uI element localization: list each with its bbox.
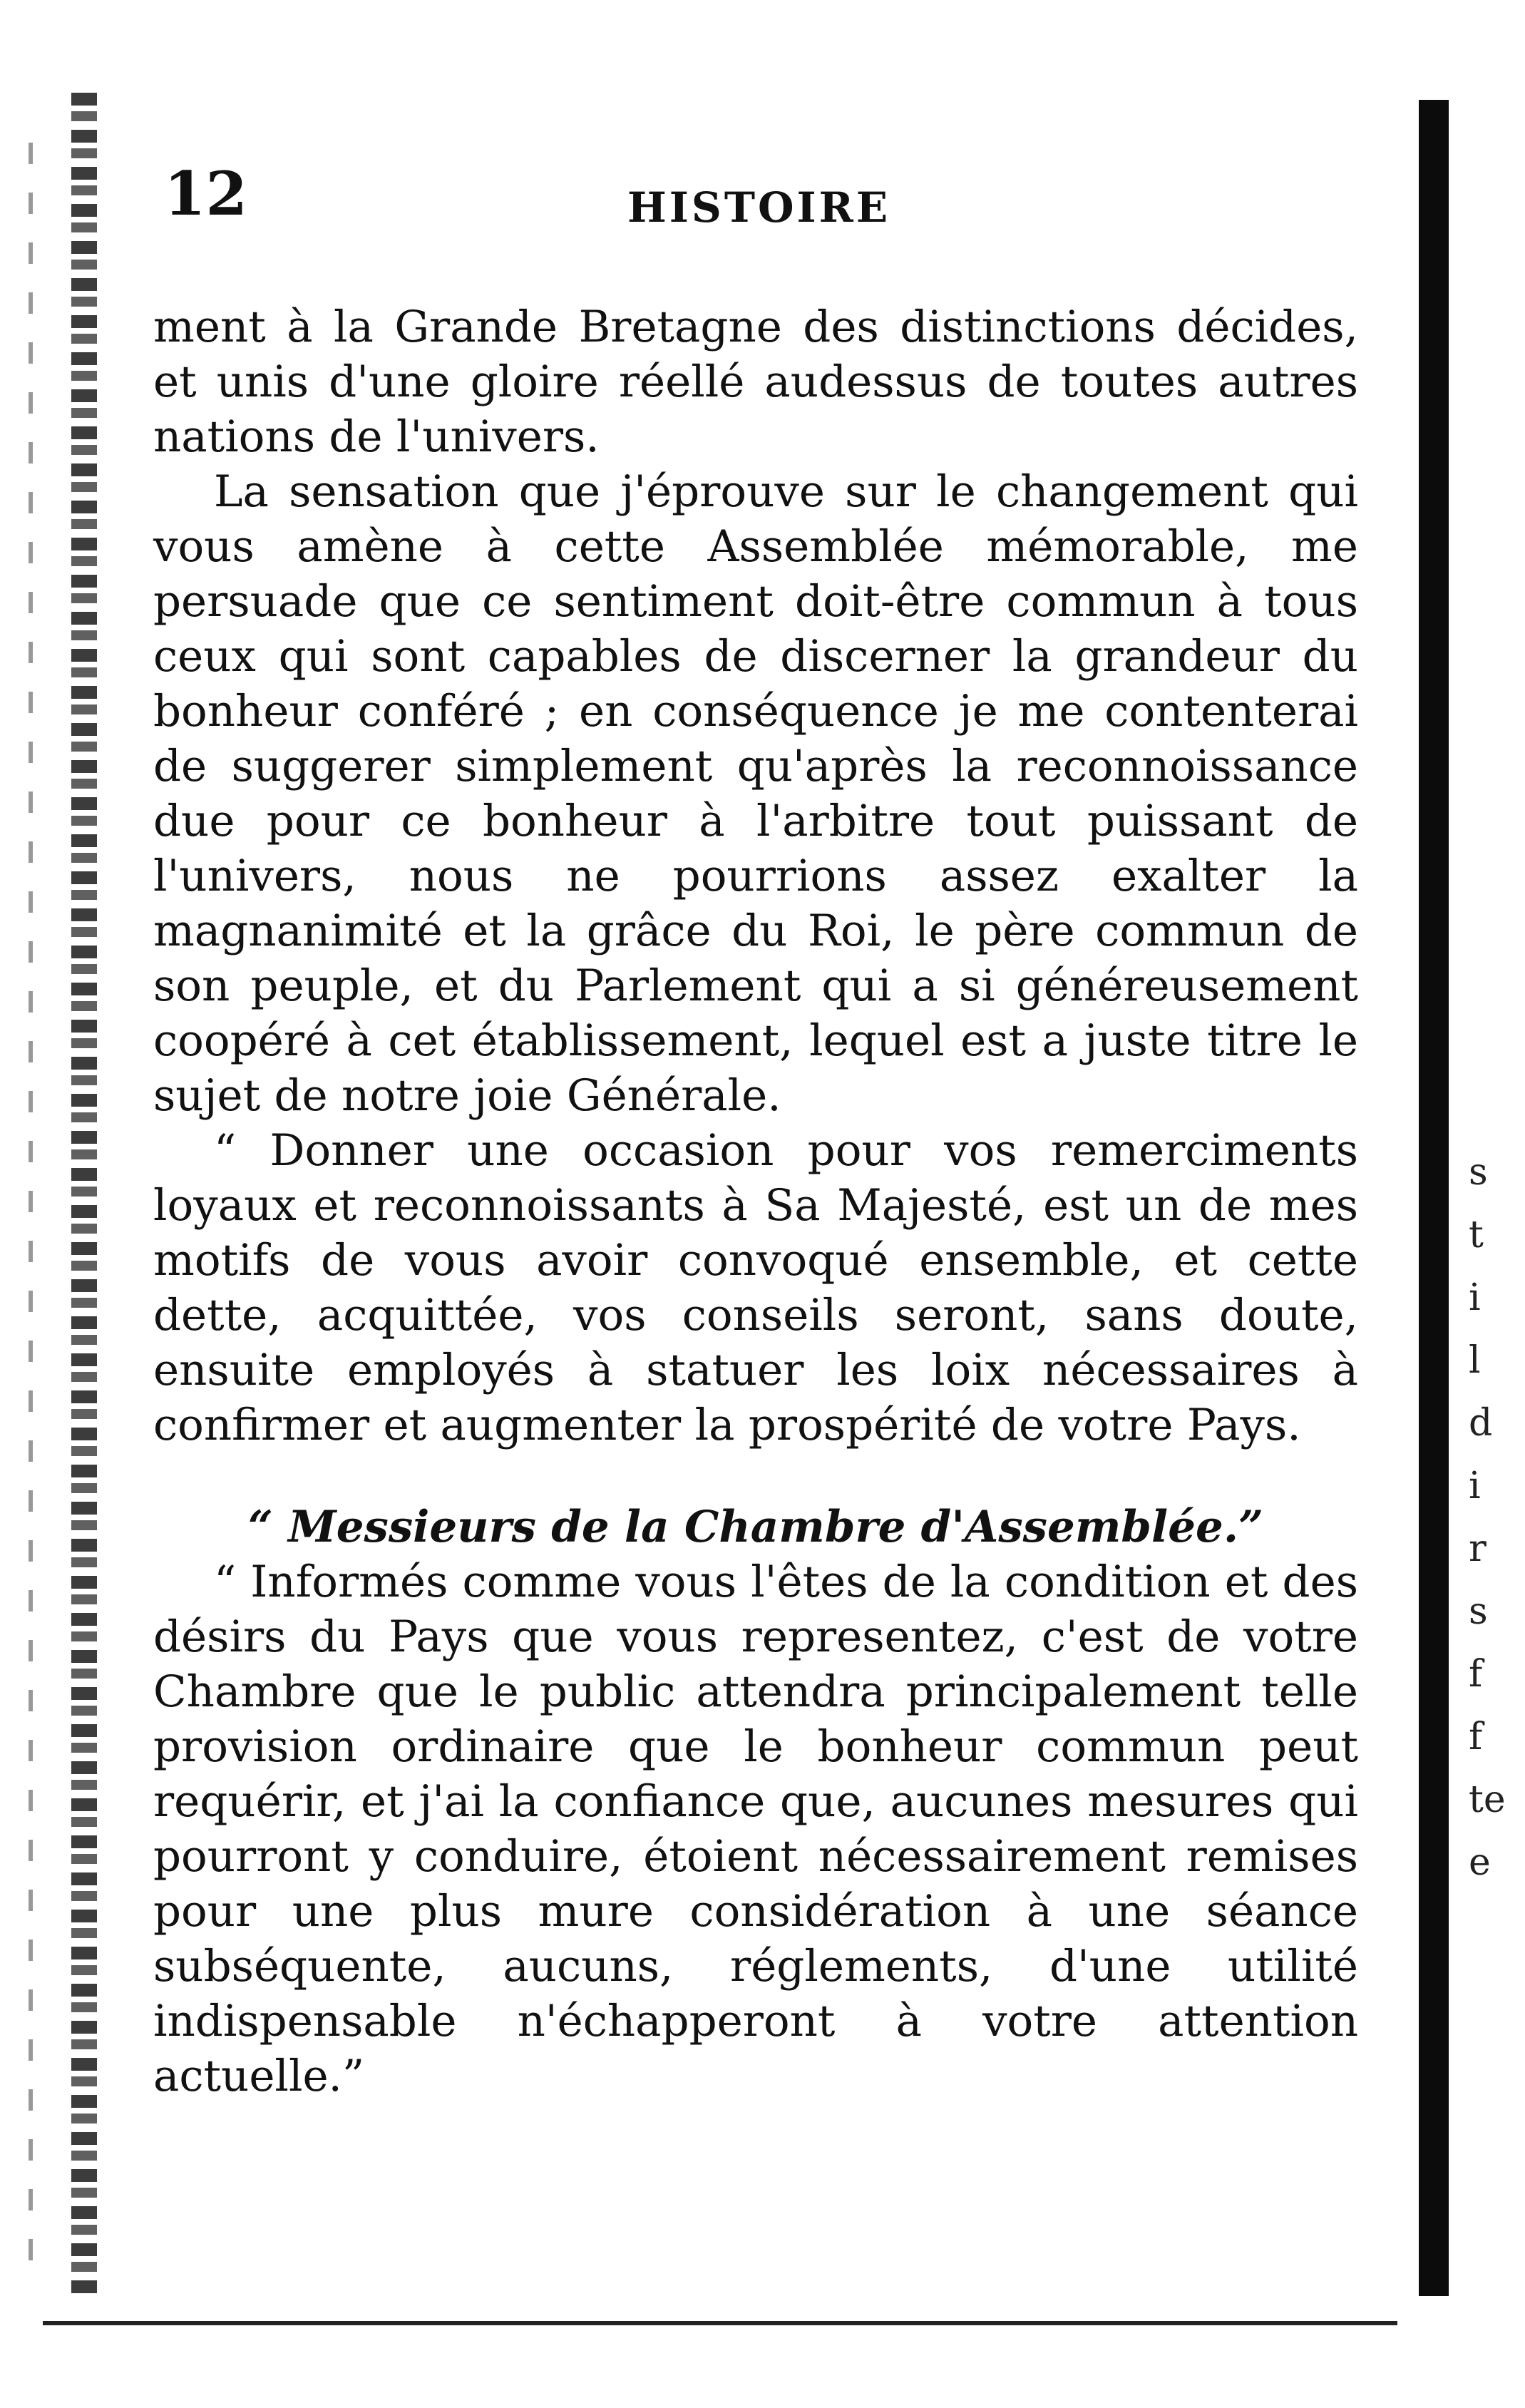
fragment: r: [1469, 1527, 1487, 1570]
fragment: i: [1469, 1465, 1481, 1507]
fragment: s: [1469, 1151, 1488, 1194]
fragment: i: [1469, 1276, 1481, 1319]
fragment: s: [1469, 1590, 1488, 1633]
page-number: 12: [164, 158, 247, 229]
fragment: l: [1469, 1339, 1481, 1382]
fragment: e: [1469, 1841, 1491, 1884]
scan-edge-shadow: [29, 143, 33, 2282]
book-spine-edge: [71, 93, 97, 2296]
fragment: t: [1469, 1214, 1484, 1256]
paragraph: “ Donner une occasion pour vos remerciments loyaux et reconnoissants à Sa Majesté, est un de mes motifs de vous avoir convoqué ensemble, et cette dette, acquittée, vos conseils seront, sans doute, ensuite employés à statuer les loix nécessaires à confirmer et augmenter la prospérité de votre Pays.: [153, 1125, 1358, 1450]
facing-page-fragments: [1469, 1141, 1519, 1894]
paragraph: La sensation que j'éprouve sur le changement qui vous amène à cette Assemblée mémorable, me persuade que ce sentiment doit-être commun à tous ceux qui sont capables de discerner la grandeur du bonheur conféré ; en conséquence je me contenterai de suggerer simplement qu'après la reconnoissance due pour ce bonheur à l'arbitre tout puissant de l'univers, nous ne pourrions assez exalter la magnanimité et la grâce du Roi, le père commun de son peuple, et du Parlement qui a si généreusement coopéré à cet établissement, lequel est a juste titre le sujet de notre joie Générale.: [153, 466, 1358, 1121]
fragment: f: [1469, 1716, 1483, 1758]
section-heading: “ Messieurs de la Chambre d'Assemblée.”: [247, 1502, 1264, 1552]
page-bottom-edge: [43, 2321, 1397, 2325]
fragment: te: [1469, 1778, 1506, 1821]
paragraph: ment à la Grande Bretagne des distinctions décides, et unis d'une gloire réellé audessus de toutes autres nations de l'univers.: [153, 302, 1358, 462]
body-text: [153, 299, 1358, 2104]
facing-page-edge: [1419, 100, 1449, 2296]
paragraph: “ Informés comme vous l'êtes de la condition et des désirs du Pays que vous representez, c'est de votre Chambre que le public attendra principalement telle provision ordinaire que le bonheur commun peut requérir, et j'ai la confiance que, aucunes mesures qui pourront y conduire, étoient nécessairement remises pour une plus mure considération à une séance subséquente, aucuns, réglements, d'une utilité indispensable n'échapperont à votre attention actuelle.”: [153, 1557, 1358, 2101]
fragment: d: [1469, 1402, 1493, 1445]
running-head: HISTOIRE: [627, 183, 891, 232]
fragment: f: [1469, 1653, 1483, 1696]
